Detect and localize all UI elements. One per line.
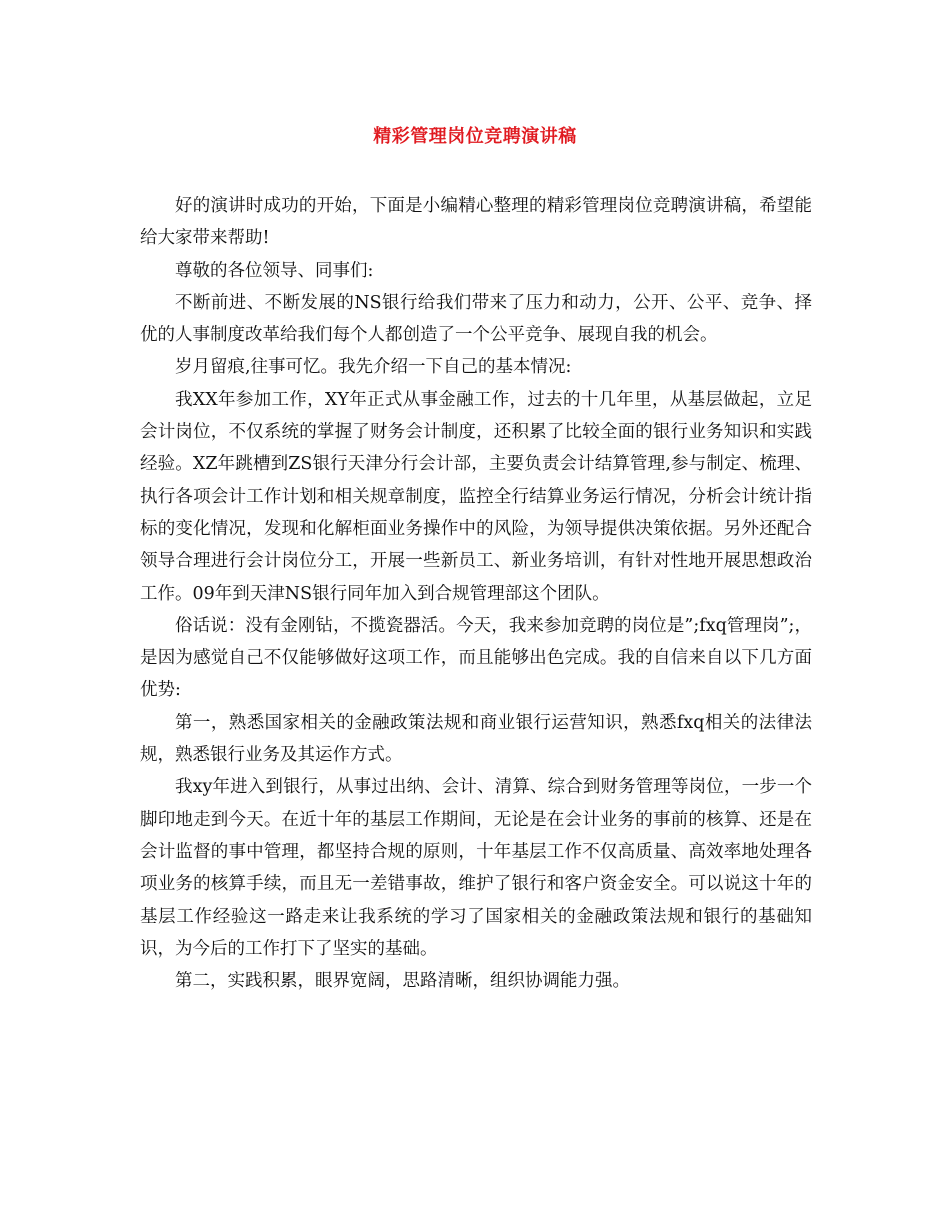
paragraph-intro: 好的演讲时成功的开始，下面是小编精心整理的精彩管理岗位竞聘演讲稿，希望能给大家带来帮助!: [140, 196, 812, 249]
paragraph-position: 俗话说：没有金刚钻，不揽瓷器活。今天，我来参加竞聘的岗位是”;fxq管理岗”;，是因为感觉自己不仅能够做好这项工作，而且能够出色完成。我的自信来自以下几方面优势:: [140, 615, 812, 701]
document-body: [140, 190, 812, 997]
paragraph-transition: 岁月留痕,往事可忆。我先介绍一下自己的基本情况:: [175, 357, 572, 378]
paragraph-experience: 我xy年进入到银行，从事过出纳、会计、清算、综合到财务管理等岗位，一步一个脚印地走到今天。在近十年的基层工作期间，无论是在会计业务的事前的核算、还是在会计监督的事中管理，都坚持合规的原则，十年基层工作不仅高质量、高效率地处理各项业务的核算手续，而且无一差错事故，维护了银行和客户资金安全。可以说这十年的基层工作经验这一路走来让我系统的学习了国家相关的金融政策法规和银行的基础知识，为今后的工作打下了坚实的基础。: [140, 777, 812, 959]
paragraph-opening: 不断前进、不断发展的NS银行给我们带来了压力和动力，公开、公平、竞争、择优的人事制度改革给我们每个人都创造了一个公平竞争、展现自我的机会。: [140, 292, 812, 346]
paragraph-greeting: 尊敬的各位领导、同事们:: [175, 260, 374, 281]
paragraph-background: 我XX年参加工作，XY年正式从事金融工作，过去的十几年里，从基层做起，立足会计岗位，不仅系统的掌握了财务会计制度，还积累了比较全面的银行业务知识和实践经验。XZ年跳槽到ZS银行天津分行会计部，主要负责会计结算管理,参与制定、梳理、执行各项会计工作计划和相关规章制度，监控全行结算业务运行情况，分析会计统计指标的变化情况，发现和化解柜面业务操作中的风险，为领导提供决策依据。另外还配合领导合理进行会计岗位分工，开展一些新员工、新业务培训，有针对性地开展思想政治工作。09年到天津NS银行同年加入到合规管理部这个团队。: [140, 389, 812, 604]
paragraph-advantage-one: 第一，熟悉国家相关的金融政策法规和商业银行运营知识，熟悉fxq相关的法律法规，熟悉银行业务及其运作方式。: [140, 712, 812, 766]
paragraph-advantage-two: 第二，实践积累，眼界宽阔，思路清晰，组织协调能力强。: [175, 971, 630, 992]
document-title: 精彩管理岗位竞聘演讲稿: [373, 126, 577, 147]
